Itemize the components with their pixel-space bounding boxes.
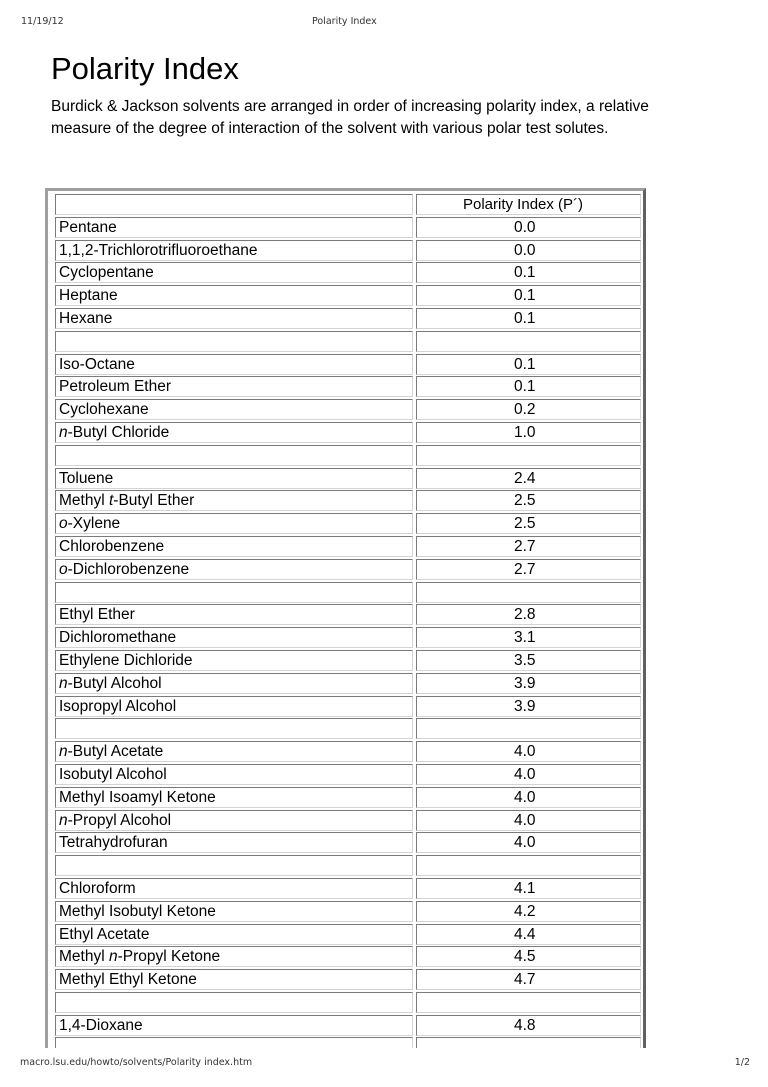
polarity-value-cell <box>416 787 641 808</box>
solvent-name-cell <box>55 764 413 785</box>
solvent-name-cell <box>55 604 413 625</box>
solvent-name-cell <box>55 627 413 648</box>
polarity-value-cell <box>416 810 641 831</box>
print-date: 11/19/12 <box>21 16 64 27</box>
solvent-name-rest: Methyl Isobutyl Ketone <box>59 902 216 920</box>
polarity-value-cell <box>416 992 641 1013</box>
polarity-value: 2.5 <box>514 515 536 533</box>
solvent-name-cell <box>55 262 413 283</box>
polarity-value-cell <box>416 855 641 876</box>
solvent-name-cell <box>55 1015 413 1036</box>
polarity-value: 2.5 <box>514 492 536 510</box>
solvent-name-cell <box>55 969 413 990</box>
solvent-name-rest: -Propyl Ketone <box>117 948 221 966</box>
polarity-value-cell <box>416 536 641 557</box>
solvent-name-rest: Tetrahydrofuran <box>59 834 168 852</box>
polarity-value-cell <box>416 901 641 922</box>
polarity-value: 0.1 <box>514 378 536 396</box>
polarity-value-cell <box>416 354 641 375</box>
solvent-name-cell <box>55 490 413 511</box>
polarity-value-cell <box>416 490 641 511</box>
solvent-name-rest: Methyl Ethyl Ketone <box>59 971 197 989</box>
solvent-name-cell <box>55 399 413 420</box>
solvent-name-italic: n <box>59 743 68 761</box>
header-cell-solvent <box>55 194 413 215</box>
polarity-value-cell <box>416 217 641 238</box>
polarity-value-cell <box>416 285 641 306</box>
polarity-value-cell <box>416 559 641 580</box>
polarity-value: 0.1 <box>514 287 536 305</box>
print-footer <box>0 1057 768 1071</box>
polarity-value: 4.1 <box>514 879 536 897</box>
polarity-value-cell <box>416 422 641 443</box>
polarity-value-cell <box>416 445 641 466</box>
solvent-name-rest: Ethyl Acetate <box>59 925 150 943</box>
solvent-name-rest: 1,4-Dioxane <box>59 1016 143 1034</box>
solvent-name-cell <box>55 650 413 671</box>
solvent-name-rest: Dichloromethane <box>59 629 177 647</box>
solvent-name-rest: Methyl Isoamyl Ketone <box>59 788 216 806</box>
polarity-value-cell <box>416 513 641 534</box>
polarity-value: 2.4 <box>514 469 536 487</box>
print-url: macro.lsu.edu/howto/solvents/Polarity index.htm <box>20 1057 253 1068</box>
solvent-name-cell <box>55 240 413 261</box>
solvent-name-cell <box>55 1037 413 1048</box>
polarity-value: 4.0 <box>514 788 536 806</box>
solvent-name-prefix: Methyl <box>59 492 109 510</box>
solvent-name-rest: -Butyl Chloride <box>67 423 170 441</box>
polarity-value-cell <box>416 673 641 694</box>
solvent-name-cell <box>55 924 413 945</box>
print-header <box>0 16 768 30</box>
solvent-name-cell <box>55 285 413 306</box>
solvent-name-rest: Iso-Octane <box>59 355 135 373</box>
print-page-title: Polarity Index <box>312 16 377 27</box>
polarity-value-cell <box>416 741 641 762</box>
solvent-name-rest: Petroleum Ether <box>59 378 171 396</box>
polarity-value: 0.1 <box>514 309 536 327</box>
polarity-value: 3.9 <box>514 697 536 715</box>
polarity-value: 0.0 <box>514 218 536 236</box>
solvent-name-rest: -Propyl Alcohol <box>67 811 172 829</box>
polarity-value-cell <box>416 331 641 352</box>
solvent-name-rest: Chlorobenzene <box>59 537 165 555</box>
polarity-value-cell <box>416 696 641 717</box>
solvent-name-cell <box>55 445 413 466</box>
solvent-name-rest: Pentane <box>59 218 117 236</box>
solvent-name-rest: Chloroform <box>59 879 136 897</box>
header-cell-polarity-index <box>416 194 641 215</box>
polarity-value: 4.8 <box>514 1016 536 1034</box>
polarity-value-cell <box>416 764 641 785</box>
solvent-name-italic: t <box>108 492 114 510</box>
solvent-name-rest: -Butyl Acetate <box>67 743 164 761</box>
solvent-name-italic: o <box>59 560 68 578</box>
solvent-name-cell <box>55 810 413 831</box>
polarity-value-cell <box>416 924 641 945</box>
polarity-value: 4.0 <box>514 834 536 852</box>
polarity-value: 3.5 <box>514 651 536 669</box>
polarity-value-cell <box>416 376 641 397</box>
solvent-name-rest: Isopropyl Alcohol <box>59 697 177 715</box>
polarity-value: 4.0 <box>514 743 536 761</box>
polarity-value: 4.0 <box>514 811 536 829</box>
solvent-name-cell <box>55 901 413 922</box>
solvent-name-cell <box>55 582 413 603</box>
solvent-name-cell <box>55 513 413 534</box>
polarity-value-cell <box>416 468 641 489</box>
solvent-name-italic: n <box>59 811 68 829</box>
polarity-value-cell <box>416 1037 641 1048</box>
solvent-name-rest: Ethyl Ether <box>59 606 135 624</box>
polarity-value-cell <box>416 946 641 967</box>
header-polarity-label: Polarity Index (P´) <box>463 196 584 213</box>
polarity-value: 0.2 <box>514 401 536 419</box>
solvent-name-rest: -Butyl Alcohol <box>67 674 162 692</box>
solvent-name-cell <box>55 376 413 397</box>
solvent-name-cell <box>55 468 413 489</box>
solvent-name-rest: Ethylene Dichloride <box>59 651 193 669</box>
polarity-value-cell <box>416 582 641 603</box>
solvent-name-cell <box>55 787 413 808</box>
polarity-value: 4.5 <box>514 948 536 966</box>
solvent-name-cell <box>55 217 413 238</box>
polarity-value-cell <box>416 969 641 990</box>
polarity-value-cell <box>416 627 641 648</box>
polarity-value: 0.0 <box>514 241 536 259</box>
solvent-name-cell <box>55 718 413 739</box>
polarity-value-cell <box>416 650 641 671</box>
polarity-value-cell <box>416 832 641 853</box>
solvent-name-rest: Hexane <box>59 309 113 327</box>
solvent-name-rest: Cyclohexane <box>59 401 149 419</box>
polarity-value: 4.7 <box>514 971 536 989</box>
solvent-name-italic: o <box>59 515 68 533</box>
solvent-name-cell <box>55 946 413 967</box>
solvent-name-rest: -Xylene <box>67 515 121 533</box>
polarity-table <box>45 188 646 1048</box>
solvent-name-cell <box>55 855 413 876</box>
polarity-value: 1.0 <box>514 423 536 441</box>
solvent-name-cell <box>55 354 413 375</box>
solvent-name-cell <box>55 878 413 899</box>
solvent-name-prefix: Methyl <box>59 948 109 966</box>
polarity-value: 4.2 <box>514 902 536 920</box>
solvent-name-rest: Isobutyl Alcohol <box>59 765 167 783</box>
polarity-value: 4.0 <box>514 765 536 783</box>
solvent-name-cell <box>55 741 413 762</box>
polarity-value: 2.8 <box>514 606 536 624</box>
solvent-name-cell <box>55 331 413 352</box>
solvent-name-rest: -Dichlorobenzene <box>67 560 190 578</box>
polarity-value: 4.4 <box>514 925 536 943</box>
polarity-value: 0.1 <box>514 264 536 282</box>
solvent-name-rest: Heptane <box>59 287 118 305</box>
polarity-value: 0.1 <box>514 355 536 373</box>
polarity-value-cell <box>416 240 641 261</box>
solvent-name-cell <box>55 422 413 443</box>
solvent-name-italic: n <box>59 674 68 692</box>
polarity-value-cell <box>416 1015 641 1036</box>
print-page-number: 1/2 <box>734 1057 750 1068</box>
solvent-name-rest: Toluene <box>59 469 114 487</box>
polarity-value: 3.1 <box>514 629 536 647</box>
polarity-value: 2.7 <box>514 560 536 578</box>
polarity-value-cell <box>416 308 641 329</box>
polarity-value: 2.7 <box>514 537 536 555</box>
polarity-value-cell <box>416 878 641 899</box>
polarity-value: 3.9 <box>514 674 536 692</box>
solvent-name-cell <box>55 536 413 557</box>
solvent-name-cell <box>55 696 413 717</box>
solvent-name-cell <box>55 832 413 853</box>
solvent-name-rest: Cyclopentane <box>59 264 154 282</box>
polarity-value-cell <box>416 604 641 625</box>
solvent-name-cell <box>55 992 413 1013</box>
polarity-value-cell <box>416 399 641 420</box>
solvent-name-italic: n <box>59 423 68 441</box>
page-title: Polarity Index <box>51 51 239 86</box>
solvent-name-italic: n <box>108 948 118 966</box>
polarity-value-cell <box>416 718 641 739</box>
solvent-name-cell <box>55 308 413 329</box>
polarity-value-cell <box>416 262 641 283</box>
solvent-name-rest: 1,1,2-Trichlorotrifluoroethane <box>59 241 258 259</box>
solvent-name-cell <box>55 559 413 580</box>
solvent-name-cell <box>55 673 413 694</box>
solvent-name-rest: -Butyl Ether <box>113 492 195 510</box>
intro-paragraph: Burdick & Jackson solvents are arranged in order of increasing polarity index, a relative measure of the degree of interaction of the solvent with various polar test solutes. <box>51 98 649 137</box>
